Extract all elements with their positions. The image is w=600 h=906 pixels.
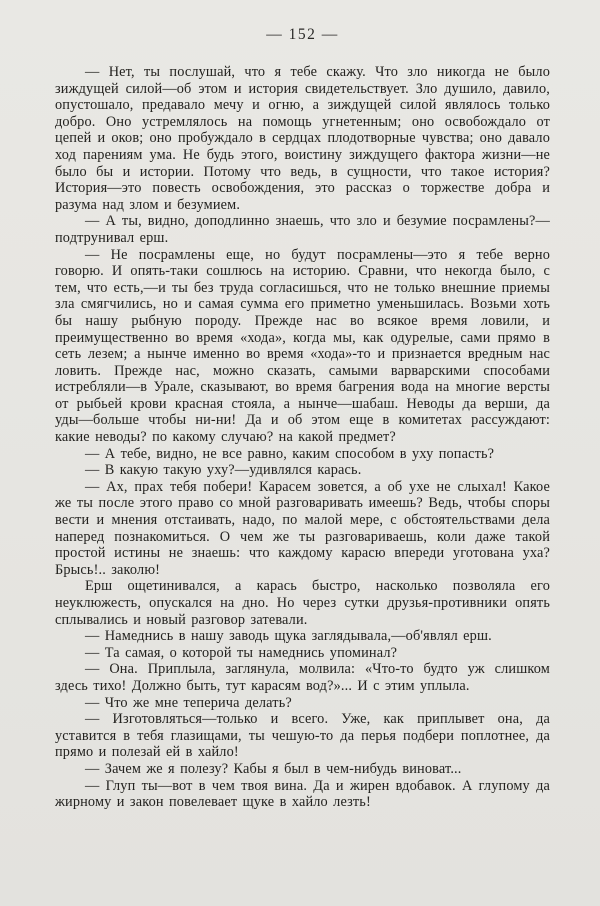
page-text-block: [55, 64, 550, 811]
page-number: — 152 —: [266, 26, 339, 43]
paragraph: — Что же мне теперича делать?: [85, 694, 292, 711]
paragraph: — Намеднись в нашу заводь щука заглядывала,—об'являл ерш.: [85, 628, 492, 645]
paragraph: — А тебе, видно, не все равно, каким способом в уху попасть?: [85, 445, 495, 462]
paragraph: — Глуп ты—вот в чем твоя вина. Да и жирен вдобавок. А глупому да жирному и закон повелевает щуке в хайло лезть!: [55, 777, 550, 811]
paragraph: — А ты, видно, доподлинно знаешь, что зло и безумие посрамлены?—подтрунивал ерш.: [55, 213, 550, 246]
paragraph: — Изготовляться—только и всего. Уже, как приплывет она, да уставится в тебя глазищами, ты чешую-то да перья подбери поплотнее, да прямо и полезай ей в хайло!: [55, 711, 550, 761]
paragraph: — Не посрамлены еще, но будут посрамлены—это я тебе верно говорю. И опять-таки сошлюсь на историю. Сравни, что некогда было, с тем, что есть,—и ты без труда согласишься, что не только внешние приемы зла смягчились, но и самая сумма его приметно уменьшилась. Возьми хоть бы нашу рыбную породу. Прежде нас во всякое время ловили, и преимущественно во время «хода», когда мы, как одурелые, сами прямо в сеть лезем; а нынче именно во время «хода»-то и признается вредным нас ловить. Прежде нас, можно сказать, самыми варварскими способами истребляли—в Урале, сказывают, во время багрения вода на многие версты от рыбьей крови красная стояла, а нынче—шабаш. Неводы да верши, да уды—больше чтобы ни-ни! Да и об этом еще в комитетах рассуждают: какие неводы? по какому случаю? на какой предмет?: [55, 246, 550, 446]
paragraph: — Зачем же я полезу? Кабы я был в чем-нибудь виноват...: [85, 760, 462, 777]
paragraph: Ерш ощетинивался, а карась быстро, насколько позволяла его неуклюжесть, опускался на дно. Но через сутки друзья-противники опять сплывались и новый разговор затевали.: [55, 578, 550, 628]
paragraph: — Та самая, о которой ты намеднись упоминал?: [85, 644, 398, 661]
paragraph: — Нет, ты послушай, что я тебе скажу. Что зло никогда не было зиждущей силой—об этом и история свидетельствует. Зло душило, давило, опустошало, предавало мечу и огню, а зиждущей силой являлось только добро. Оно устремлялось на помощь угнетенным; оно освобождало от цепей и оков; оно пробуждало в сердцах плодотворные чувства; оно давало ход парениям ума. Не будь этого, воистину зиждущего фактора жизни—не было бы и истории. Потому что ведь, в сущности, что такое история? История—это повесть освобождения, это рассказ о торжестве добра и разума над злом и безумием.: [55, 64, 550, 213]
paragraph: — Ах, прах тебя побери! Карасем зовется, а об ухе не слыхал! Какое же ты после этого право со мной разговаривать имеешь? Ведь, чтобы споры вести и мнения отстаивать, надо, по малой мере, с обстоятельствами дела наперед познакомиться. О чем же ты разговариваешь, коли даже такой простой истины не знаешь: что каждому карасю впереди уготована уха? Брысь!.. заколю!: [55, 478, 550, 578]
paragraph: — Она. Приплыла, заглянула, молвила: «Что-то будто уж слишком здесь тихо! Должно быть, тут карасям вод?»... И с этим уплыла.: [55, 661, 550, 694]
paragraph: — В какую такую уху?—удивлялся карась.: [85, 462, 362, 479]
